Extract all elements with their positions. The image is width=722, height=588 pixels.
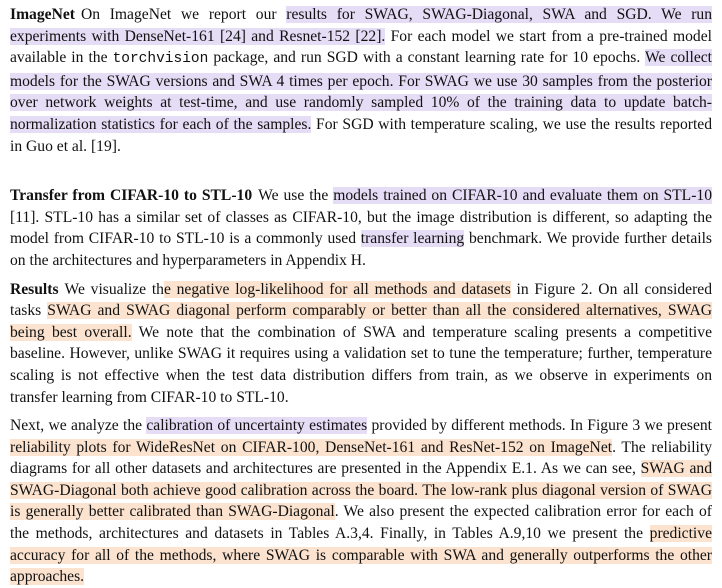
text-span: provided by different methods. In Figure 3 we present xyxy=(367,417,712,435)
text-span: Next, we analyze the xyxy=(10,417,147,435)
highlight-span: results for SWAG, SWAG-Diagonal, SWA and SGD. We run experiments with DenseNet-161 [24] and Resnet-152 [22]. xyxy=(10,6,712,45)
highlight-span: We collect models for the SWAG versions and SWA 4 times per epoch. For SWAG we use 30 samples from the posterior over network weights at test-time, and use randomly sampled 10% of the training data to update batch-normalization statistics for each of the samples. xyxy=(10,49,713,133)
highlight-span: predictive accuracy for all of the methods, where SWAG is comparable with SWA and generally outperforms the other approaches. xyxy=(10,525,712,586)
text-span: For SGD with temperature scaling, we use the results reported in Guo et al. [19]. xyxy=(10,115,713,155)
text-span: On ImageNet we report our xyxy=(80,6,287,23)
highlight-span: calibration of uncertainty estimates xyxy=(146,417,368,435)
text-span: For each model we start from a pre-trained model available in the xyxy=(10,27,712,67)
highlight-span: transfer learning xyxy=(360,230,465,248)
paragraph-heading: Transfer from CIFAR-10 to STL-10 xyxy=(10,187,253,205)
text-span: We use the xyxy=(258,187,334,205)
text-span: package, and run SGD with a constant learning rate for 10 epochs. xyxy=(208,49,646,67)
paragraph-results xyxy=(10,279,712,409)
paper-text-body xyxy=(10,4,712,588)
text-span: We visualize th xyxy=(64,280,164,298)
highlight-span: e negative log-likelihood for all methods and datasets xyxy=(163,280,511,298)
paragraph-imagenet xyxy=(10,4,712,157)
text-span: in Figure 2. On all considered tasks xyxy=(10,280,712,320)
text-span: . The reliability diagrams for all other datasets and architectures are presented in the Appendix E.1. As we can see, xyxy=(10,438,712,478)
highlight-span: models trained on CIFAR-10 and evaluate them on STL-10 xyxy=(333,187,712,205)
paragraph-heading: Results xyxy=(10,280,59,298)
highlight-span: SWAG and SWAG diagonal perform comparably or better than all the considered alternatives, SWAG being best overall. xyxy=(10,302,712,341)
paragraph-heading: ImageNet xyxy=(10,6,75,23)
paragraph-calibration xyxy=(10,415,712,588)
text-span: [11]. STL-10 has a similar set of classes as CIFAR-10, but the image distribution is different, so adapting the model from CIFAR-10 to STL-10 is a commonly used xyxy=(10,208,712,248)
text-span: We note that the combination of SWA and temperature scaling presents a competitive baseline. However, unlike SWAG it requires using a validation set to tune the temperature; further, temperature scaling is not effective when the test data distribution differs from train, as we observe in experiments on transfer learning from CIFAR-10 to STL-10. xyxy=(10,323,712,406)
highlight-span: reliability plots for WideResNet on CIFAR-100, DenseNet-161 and ResNet-152 on ImageNet xyxy=(10,438,613,456)
text-span: . We also present the expected calibration error for each of the methods, architectures and datasets in Tables A.3,4. Finally, in Tables A.9,10 we present the xyxy=(10,503,712,543)
text-span: benchmark. We provide further details on the architectures and hyperparameters in Appendix H. xyxy=(10,230,712,269)
highlight-span: SWAG and SWAG-Diagonal both achieve good calibration across the board. The low-rank plus diagonal version of SWAG is generally better calibrated than SWAG-Diagonal xyxy=(10,460,712,521)
paragraph-transfer xyxy=(10,185,712,271)
code-span: torchvision xyxy=(112,51,209,68)
